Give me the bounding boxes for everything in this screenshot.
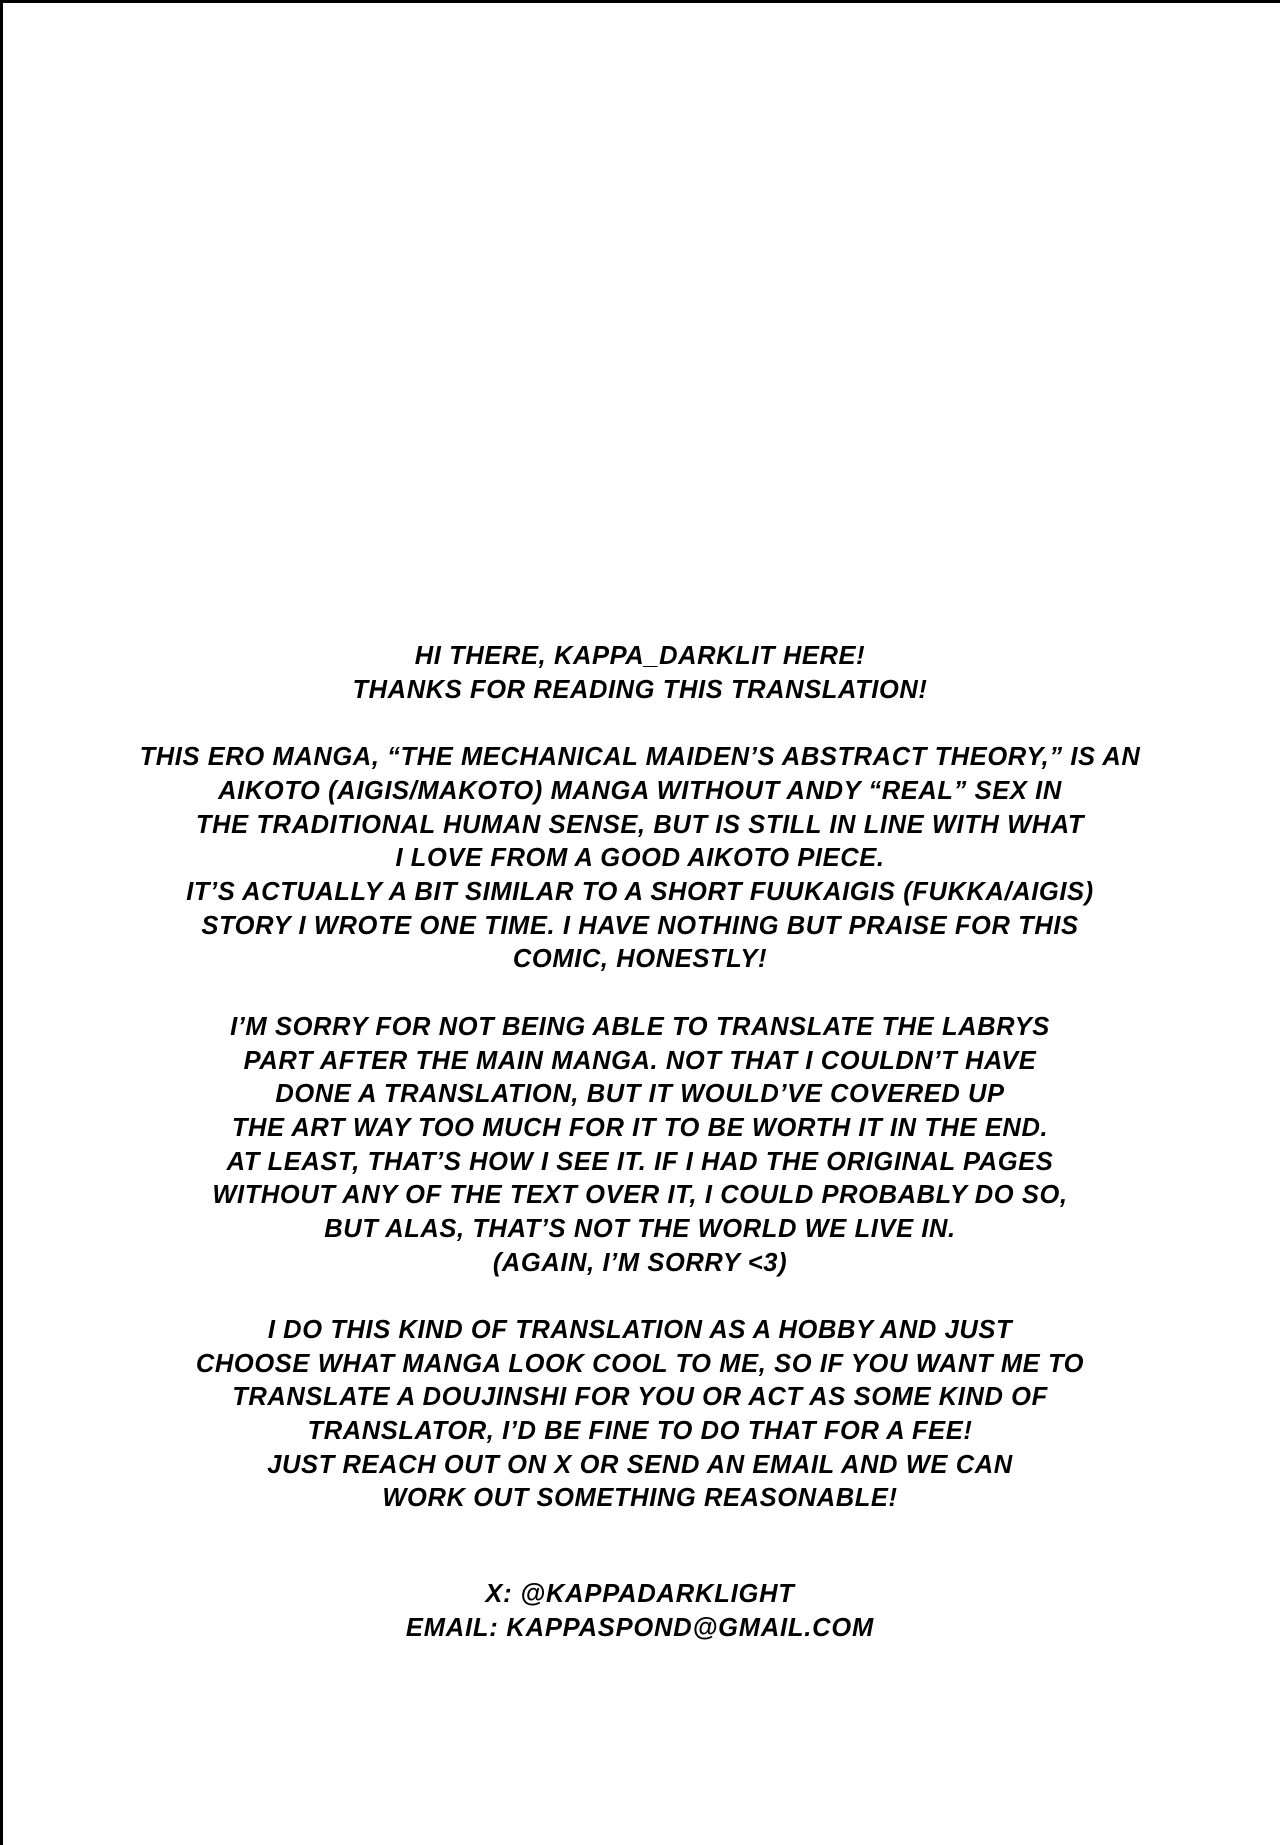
paragraph-3-line-3: TRANSLATE A DOUJINSHI FOR YOU OR ACT AS SOME KIND OF xyxy=(232,1383,1048,1412)
paragraph-1-line-1: THIS ERO MANGA, “THE MECHANICAL MAIDEN’S ABSTRACT THEORY,” IS AN xyxy=(139,743,1141,772)
paragraph-1-line-2: AIKOTO (AIGIS/MAKOTO) MANGA WITHOUT ANDY “REAL” SEX IN xyxy=(218,776,1062,805)
paragraph-3-line-1: I DO THIS KIND OF TRANSLATION AS A HOBBY AND JUST xyxy=(267,1316,1013,1345)
paragraph-2-line-2: PART AFTER THE MAIN MANGA. NOT THAT I COULDN’T HAVE xyxy=(243,1046,1037,1075)
paragraph-3-line-5: JUST REACH OUT ON X OR SEND AN EMAIL AND WE CAN xyxy=(267,1450,1013,1479)
paragraph-2-line-8: (AGAIN, I’M SORRY <3) xyxy=(492,1248,788,1277)
paragraph-2-line-4: THE ART WAY TOO MUCH FOR IT TO BE WORTH IT IN THE END. xyxy=(231,1113,1049,1142)
paragraph-2-line-1: I’M SORRY FOR NOT BEING ABLE TO TRANSLATE THE LABRYS xyxy=(230,1012,1050,1041)
paragraph-1 xyxy=(60,741,1220,977)
contact-email: EMAIL: KAPPASPOND@GMAIL.COM xyxy=(405,1613,875,1642)
paragraph-2-line-7: BUT ALAS, THAT’S NOT THE WORLD WE LIVE IN. xyxy=(324,1214,956,1243)
paragraph-2-line-5: AT LEAST, THAT’S HOW I SEE IT. IF I HAD THE ORIGINAL PAGES xyxy=(226,1147,1054,1176)
paragraph-3-line-2: CHOOSE WHAT MANGA LOOK COOL TO ME, SO IF YOU WANT ME TO xyxy=(195,1349,1085,1378)
paragraph-2-line-3: DONE A TRANSLATION, BUT IT WOULD’VE COVERED UP xyxy=(275,1080,1005,1109)
paragraph-1-line-3: THE TRADITIONAL HUMAN SENSE, BUT IS STILL IN LINE WITH WHAT xyxy=(195,810,1085,839)
paragraph-1-line-7: COMIC, HONESTLY! xyxy=(512,945,768,974)
paragraph-3-line-4: TRANSLATOR, I’D BE FINE TO DO THAT FOR A FEE! xyxy=(307,1417,973,1446)
paragraph-1-line-4: I LOVE FROM A GOOD AIKOTO PIECE. xyxy=(395,844,885,873)
greeting-block xyxy=(60,640,1220,707)
paragraph-1-line-5: IT’S ACTUALLY A BIT SIMILAR TO A SHORT FUUKAIGIS (FUKKA/AIGIS) xyxy=(186,877,1094,906)
paragraph-1-line-6: STORY I WROTE ONE TIME. I HAVE NOTHING BUT PRAISE FOR THIS xyxy=(201,911,1079,940)
contact-x-handle: X: @KAPPADARKLIGHT xyxy=(485,1580,795,1609)
paragraph-2 xyxy=(60,1011,1220,1280)
paragraph-3 xyxy=(60,1314,1220,1516)
paragraph-2-line-6: WITHOUT ANY OF THE TEXT OVER IT, I COULD PROBABLY DO SO, xyxy=(212,1181,1068,1210)
contact-block xyxy=(60,1578,1220,1645)
greeting-line-2: THANKS FOR READING THIS TRANSLATION! xyxy=(352,675,928,704)
greeting-line-1: HI THERE, KAPPA_DARKLIT HERE! xyxy=(414,642,866,670)
paragraph-3-line-6: WORK OUT SOMETHING REASONABLE! xyxy=(382,1484,898,1513)
